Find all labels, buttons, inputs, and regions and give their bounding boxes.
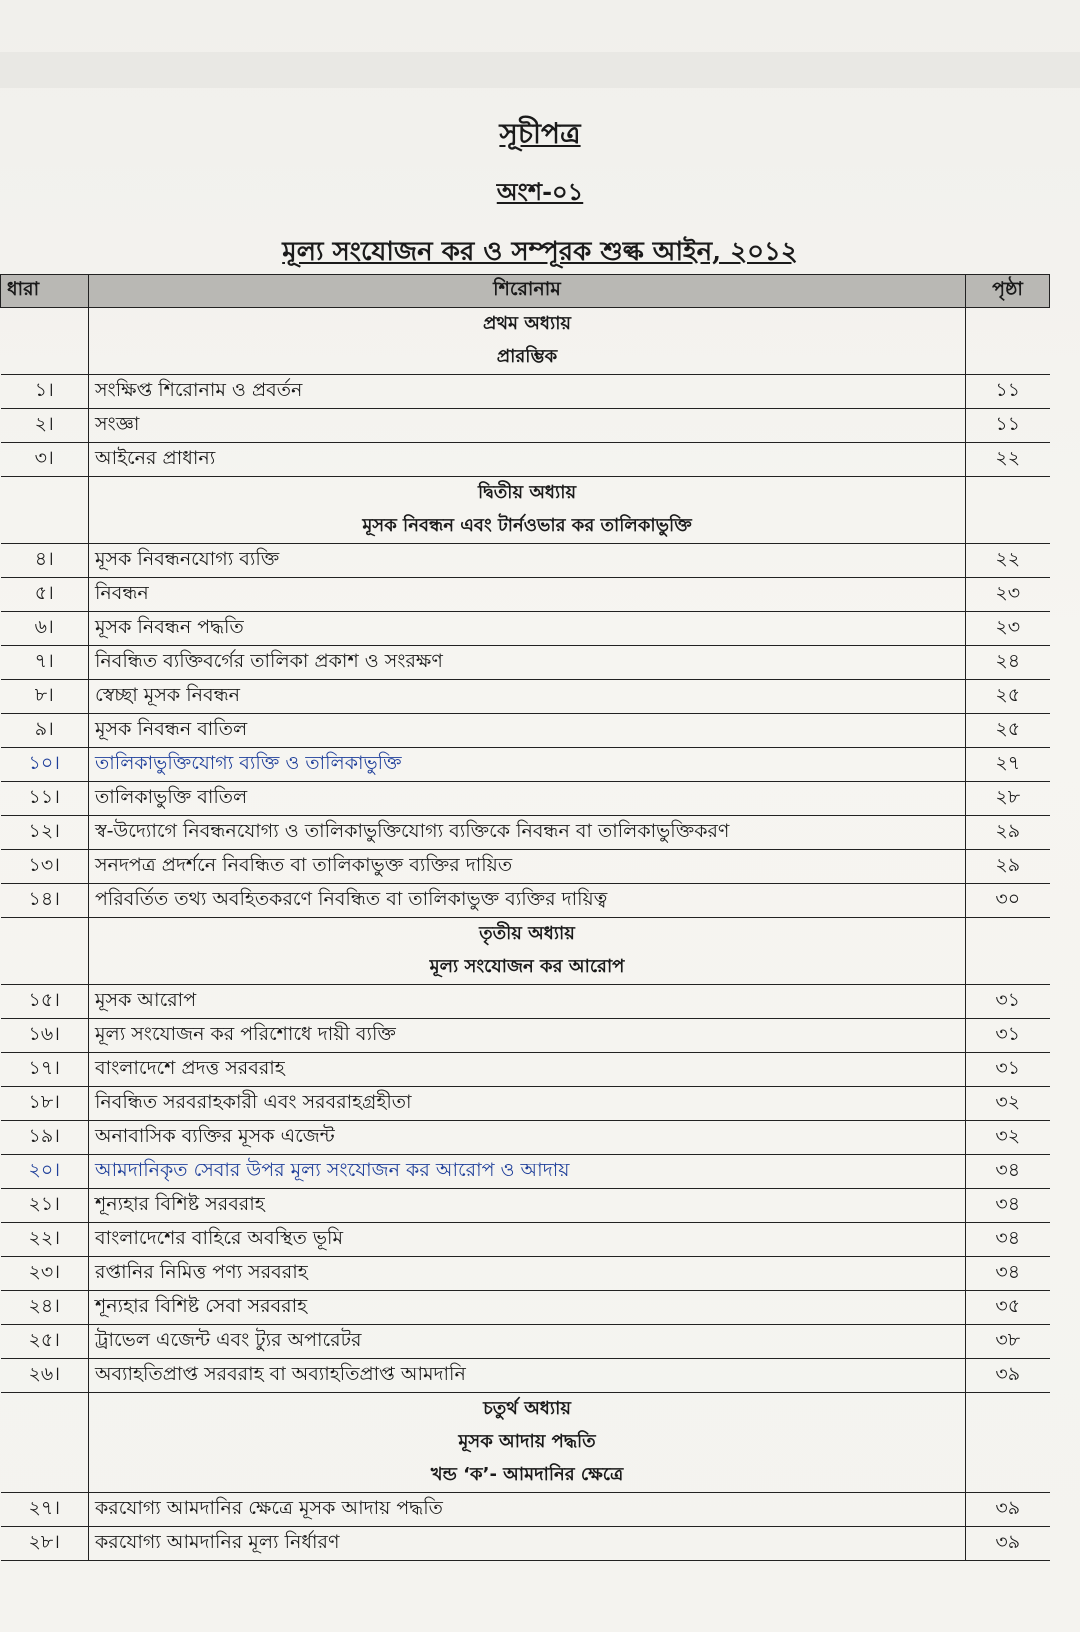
page-number: ৩০ xyxy=(966,884,1050,918)
section-heading-text: খন্ড ‘ক’- আমদানির ক্ষেত্রে xyxy=(89,1459,966,1493)
section-number: ৯। xyxy=(1,714,89,748)
empty-cell xyxy=(966,308,1050,342)
page-number: ৩৪ xyxy=(966,1155,1050,1189)
toc-row xyxy=(1,850,1050,884)
section-title: অব্যাহতিপ্রাপ্ত সরবরাহ বা অব্যাহতিপ্রাপ্ত আমদানি xyxy=(89,1359,966,1393)
column-header-section: ধারা xyxy=(1,275,89,308)
empty-cell xyxy=(966,1426,1050,1459)
toc-section-heading xyxy=(1,1426,1050,1459)
page-number: ৩১ xyxy=(966,1053,1050,1087)
section-heading-text: প্রারম্ভিক xyxy=(89,341,966,375)
page-number: ৩৯ xyxy=(966,1359,1050,1393)
section-number: ১৩। xyxy=(1,850,89,884)
toc-section-heading xyxy=(1,1459,1050,1493)
section-number: ১৫। xyxy=(1,985,89,1019)
section-title: আমদানিকৃত সেবার উপর মূল্য সংযোজন কর আরোপ ও আদায় xyxy=(89,1155,966,1189)
page-number: ২৮ xyxy=(966,782,1050,816)
section-title: বাংলাদেশে প্রদত্ত সরবরাহ xyxy=(89,1053,966,1087)
section-number: ২১। xyxy=(1,1189,89,1223)
toc-row xyxy=(1,714,1050,748)
toc-row xyxy=(1,1053,1050,1087)
section-number: ১৯। xyxy=(1,1121,89,1155)
page-number: ২৫ xyxy=(966,714,1050,748)
section-title: সংক্ষিপ্ত শিরোনাম ও প্রবর্তন xyxy=(89,375,966,409)
section-title: তালিকাভুক্তি বাতিল xyxy=(89,782,966,816)
section-heading-text: প্রথম অধ্যায় xyxy=(89,308,966,342)
section-number: ৫। xyxy=(1,578,89,612)
toc-row xyxy=(1,1493,1050,1527)
section-number: ৭। xyxy=(1,646,89,680)
toc-row xyxy=(1,782,1050,816)
section-title: বাংলাদেশের বাহিরে অবস্থিত ভূমি xyxy=(89,1223,966,1257)
empty-cell xyxy=(1,341,89,375)
empty-cell xyxy=(966,1459,1050,1493)
part-title: অংশ-০১ xyxy=(496,177,584,206)
section-title: রপ্তানির নিমিত্ত পণ্য সরবরাহ xyxy=(89,1257,966,1291)
section-number: ৪। xyxy=(1,544,89,578)
toc-row xyxy=(1,816,1050,850)
toc-section-heading xyxy=(1,341,1050,375)
section-title: পরিবর্তিত তথ্য অবহিতকরণে নিবন্ধিত বা তালিকাভুক্ত ব্যক্তির দায়িত্ব xyxy=(89,884,966,918)
section-number: ২৫। xyxy=(1,1325,89,1359)
empty-cell xyxy=(1,951,89,985)
toc-row xyxy=(1,1155,1050,1189)
toc-row xyxy=(1,1359,1050,1393)
toc-row xyxy=(1,409,1050,443)
section-number: ২০। xyxy=(1,1155,89,1189)
toc-row xyxy=(1,680,1050,714)
section-title: সনদপত্র প্রদর্শনে নিবন্ধিত বা তালিকাভুক্ত ব্যক্তির দায়িত xyxy=(89,850,966,884)
empty-cell xyxy=(966,951,1050,985)
column-header-page: পৃষ্ঠা xyxy=(966,275,1050,308)
section-number: ১৮। xyxy=(1,1087,89,1121)
toc-body xyxy=(1,308,1050,1561)
toc-header-row xyxy=(1,275,1050,308)
toc-row xyxy=(1,1121,1050,1155)
section-title: তালিকাভুক্তিযোগ্য ব্যক্তি ও তালিকাভুক্তি xyxy=(89,748,966,782)
section-number: ১১। xyxy=(1,782,89,816)
page-number: ৩১ xyxy=(966,1019,1050,1053)
section-title: মূসক আরোপ xyxy=(89,985,966,1019)
toc-table xyxy=(0,274,1050,1561)
empty-cell xyxy=(1,918,89,952)
section-number: ১৪। xyxy=(1,884,89,918)
header-block xyxy=(0,108,1080,280)
toc-row xyxy=(1,1189,1050,1223)
section-title: মূল্য সংযোজন কর পরিশোধে দায়ী ব্যক্তি xyxy=(89,1019,966,1053)
page-number: ২৩ xyxy=(966,612,1050,646)
empty-cell xyxy=(1,308,89,342)
empty-cell xyxy=(966,1393,1050,1427)
page-number: ২৪ xyxy=(966,646,1050,680)
section-number: ২৮। xyxy=(1,1527,89,1561)
page-number: ১১ xyxy=(966,409,1050,443)
toc-row xyxy=(1,1325,1050,1359)
page-number: ৩১ xyxy=(966,985,1050,1019)
empty-cell xyxy=(1,477,89,511)
empty-cell xyxy=(966,918,1050,952)
toc-row xyxy=(1,443,1050,477)
page-number: ৩৪ xyxy=(966,1223,1050,1257)
toc-row xyxy=(1,375,1050,409)
section-heading-text: তৃতীয় অধ্যায় xyxy=(89,918,966,952)
page-number: ৩২ xyxy=(966,1121,1050,1155)
section-title: মূসক নিবন্ধন বাতিল xyxy=(89,714,966,748)
section-number: ১০। xyxy=(1,748,89,782)
section-number: ১। xyxy=(1,375,89,409)
section-title: নিবন্ধিত ব্যক্তিবর্গের তালিকা প্রকাশ ও সংরক্ষণ xyxy=(89,646,966,680)
toc-section-heading xyxy=(1,477,1050,511)
toc-row xyxy=(1,748,1050,782)
toc-row xyxy=(1,1223,1050,1257)
toc-section-heading xyxy=(1,510,1050,544)
toc-section-heading xyxy=(1,1393,1050,1427)
toc-row xyxy=(1,1291,1050,1325)
page-number: ২৩ xyxy=(966,578,1050,612)
toc-section-heading xyxy=(1,918,1050,952)
section-number: ৩। xyxy=(1,443,89,477)
section-title: স্ব-উদ্যোগে নিবন্ধনযোগ্য ও তালিকাভুক্তিযোগ্য ব্যক্তিকে নিবন্ধন বা তালিকাভুক্তিকরণ xyxy=(89,816,966,850)
section-number: ৮। xyxy=(1,680,89,714)
section-number: ২৭। xyxy=(1,1493,89,1527)
section-number: ১২। xyxy=(1,816,89,850)
section-title: ট্রাভেল এজেন্ট এবং ট্যুর অপারেটর xyxy=(89,1325,966,1359)
scan-edge xyxy=(0,52,1080,88)
toc-row xyxy=(1,544,1050,578)
toc-row xyxy=(1,578,1050,612)
empty-cell xyxy=(1,1393,89,1427)
page-number: ৩৯ xyxy=(966,1493,1050,1527)
empty-cell xyxy=(966,341,1050,375)
section-title: মূসক নিবন্ধনযোগ্য ব্যক্তি xyxy=(89,544,966,578)
toc-row xyxy=(1,1087,1050,1121)
section-title: করযোগ্য আমদানির মূল্য নির্ধারণ xyxy=(89,1527,966,1561)
page-number: ২৫ xyxy=(966,680,1050,714)
page-number: ২৯ xyxy=(966,850,1050,884)
page-number: ১১ xyxy=(966,375,1050,409)
section-heading-text: মূসক আদায় পদ্ধতি xyxy=(89,1426,966,1459)
section-number: ২৬। xyxy=(1,1359,89,1393)
page-number: ৩৪ xyxy=(966,1257,1050,1291)
toc-row xyxy=(1,985,1050,1019)
section-number: ৬। xyxy=(1,612,89,646)
section-title: আইনের প্রাধান্য xyxy=(89,443,966,477)
page-number: ৩৫ xyxy=(966,1291,1050,1325)
section-title: শূন্যহার বিশিষ্ট সেবা সরবরাহ xyxy=(89,1291,966,1325)
section-number: ২৪। xyxy=(1,1291,89,1325)
toc-row xyxy=(1,646,1050,680)
section-heading-text: দ্বিতীয় অধ্যায় xyxy=(89,477,966,511)
section-number: ১৬। xyxy=(1,1019,89,1053)
section-title: শূন্যহার বিশিষ্ট সরবরাহ xyxy=(89,1189,966,1223)
column-header-title: শিরোনাম xyxy=(89,275,966,308)
toc-section-heading xyxy=(1,308,1050,342)
page-number: ৩৪ xyxy=(966,1189,1050,1223)
section-number: ২। xyxy=(1,409,89,443)
toc-row xyxy=(1,884,1050,918)
empty-cell xyxy=(1,1426,89,1459)
page-number: ২৯ xyxy=(966,816,1050,850)
empty-cell xyxy=(966,510,1050,544)
page-number: ২৭ xyxy=(966,748,1050,782)
section-title: অনাবাসিক ব্যক্তির মূসক এজেন্ট xyxy=(89,1121,966,1155)
toc-row xyxy=(1,612,1050,646)
doc-title: সূচীপত্র xyxy=(499,117,581,150)
toc-row xyxy=(1,1019,1050,1053)
page-number: ২২ xyxy=(966,443,1050,477)
toc-row xyxy=(1,1527,1050,1561)
section-heading-text: মূসক নিবন্ধন এবং টার্নওভার কর তালিকাভুক্তি xyxy=(89,510,966,544)
section-number: ২২। xyxy=(1,1223,89,1257)
empty-cell xyxy=(1,1459,89,1493)
section-title: নিবন্ধিত সরবরাহকারী এবং সরবরাহগ্রহীতা xyxy=(89,1087,966,1121)
section-number: ১৭। xyxy=(1,1053,89,1087)
section-title: করযোগ্য আমদানির ক্ষেত্রে মূসক আদায় পদ্ধতি xyxy=(89,1493,966,1527)
act-title: মূল্য সংযোজন কর ও সম্পূরক শুল্ক আইন, ২০১২ xyxy=(282,237,798,267)
empty-cell xyxy=(1,510,89,544)
section-heading-text: চতুর্থ অধ্যায় xyxy=(89,1393,966,1427)
page-number: ৩২ xyxy=(966,1087,1050,1121)
section-title: সংজ্ঞা xyxy=(89,409,966,443)
page-number: ৩৯ xyxy=(966,1527,1050,1561)
section-title: নিবন্ধন xyxy=(89,578,966,612)
section-heading-text: মূল্য সংযোজন কর আরোপ xyxy=(89,951,966,985)
page-number: ২২ xyxy=(966,544,1050,578)
section-number: ২৩। xyxy=(1,1257,89,1291)
section-title: স্বেচ্ছা মূসক নিবন্ধন xyxy=(89,680,966,714)
toc-row xyxy=(1,1257,1050,1291)
toc-section-heading xyxy=(1,951,1050,985)
empty-cell xyxy=(966,477,1050,511)
page-number: ৩৮ xyxy=(966,1325,1050,1359)
section-title: মূসক নিবন্ধন পদ্ধতি xyxy=(89,612,966,646)
